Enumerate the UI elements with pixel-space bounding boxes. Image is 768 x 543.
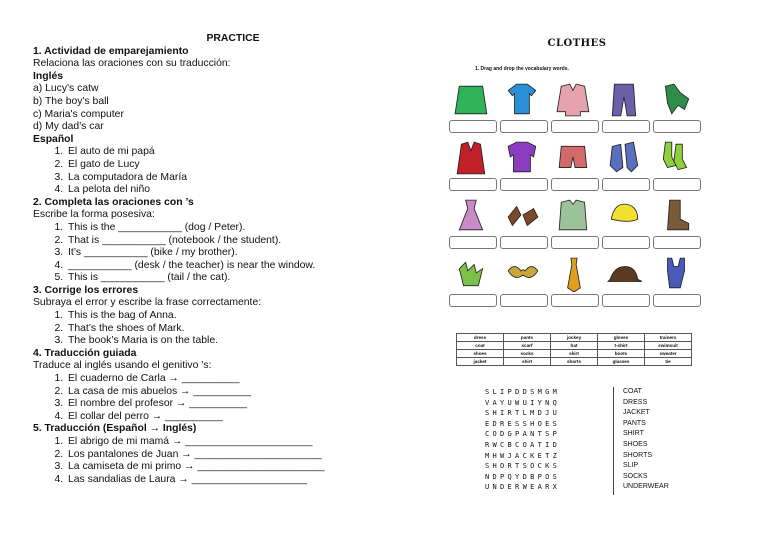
vocab-word[interactable]: socks (504, 350, 551, 358)
list-item: 1. This is the bag of Anna. (66, 310, 433, 323)
vocab-word[interactable]: shoes (457, 350, 504, 358)
clothing-item (549, 196, 599, 254)
answer-box[interactable] (449, 120, 497, 133)
answer-box[interactable] (449, 178, 497, 191)
vocab-word[interactable]: hat (551, 342, 598, 350)
list-item: 1. El abrigo de mi mamá → ______________________ (66, 436, 433, 449)
letter-row: MHWJACKETZ (485, 451, 561, 460)
clothing-item (447, 80, 497, 138)
letter-row: CODGPANTSP (485, 430, 561, 439)
search-word: SHORTS (623, 451, 653, 459)
list-item: 2. That’s the shoes of Mark. (66, 323, 433, 336)
practice-sheet (33, 33, 433, 486)
list-item: 2. That is ___________ (notebook / the student). (66, 235, 433, 248)
english-item: b) The boy's ball (33, 95, 109, 107)
list-item: 1. El cuaderno de Carla → __________ (66, 373, 433, 386)
search-word: SOCKS (623, 472, 648, 480)
list-item: 3. La camiseta de mi primo → ______________________ (66, 461, 433, 474)
shoes-icon (505, 198, 541, 234)
list-item: 3. The book’s Maria is on the table. (66, 335, 433, 348)
table-row (457, 358, 692, 366)
clothing-item (549, 254, 599, 312)
clothing-item (651, 196, 701, 254)
boots-icon (658, 198, 694, 234)
section-1-heading: 1. Actividad de emparejamiento (33, 45, 189, 57)
spanish-list (33, 146, 433, 196)
english-item: d) My dad's car (33, 121, 104, 133)
list-item: 2. Los pantalones de Juan → ______________________ (66, 449, 433, 462)
search-word: UNDERWEAR (623, 483, 669, 491)
skirt-icon (454, 82, 490, 118)
list-item: 3. La computadora de María (66, 172, 433, 185)
list-item: 2. El gato de Lucy (66, 159, 433, 172)
section-2-instruction: Escribe la forma posesiva: (33, 209, 155, 221)
section-3-list (33, 310, 433, 348)
vocab-word[interactable]: t-shirt (598, 342, 645, 350)
tie-icon (556, 256, 592, 292)
clothing-item (651, 138, 701, 196)
english-item: c) Maria's computer (33, 108, 124, 120)
list-item: 1. This is the ___________ (dog / Peter). (66, 222, 433, 235)
section-3-heading: 3. Corrige los errores (33, 284, 139, 296)
vocab-word[interactable]: scarf (504, 342, 551, 350)
glasses-icon (505, 256, 541, 292)
list-item: 5. This is ___________ (tail / the cat). (66, 272, 433, 285)
clothing-item (447, 254, 497, 312)
letter-row: RWCBCOATID (485, 440, 561, 449)
answer-box[interactable] (449, 294, 497, 307)
vocab-word[interactable]: jockey (551, 334, 598, 342)
clothing-item (549, 80, 599, 138)
answer-box[interactable] (602, 294, 650, 307)
answer-box[interactable] (551, 294, 599, 307)
vocab-word[interactable]: sweater (645, 350, 692, 358)
pants-icon (607, 82, 643, 118)
section-3-instruction: Subraya el error y escribe la frase correctamente: (33, 297, 262, 309)
table-row (457, 350, 692, 358)
clothing-item (600, 254, 650, 312)
vocab-word[interactable]: shorts (551, 358, 598, 366)
answer-box[interactable] (500, 236, 548, 249)
answer-box[interactable] (653, 178, 701, 191)
coat-icon (454, 140, 490, 176)
vocab-word[interactable]: coat (457, 342, 504, 350)
search-word: SHOES (623, 440, 648, 448)
letter-row: SHORTSOCKS (485, 462, 561, 471)
section-4-heading: 4. Traducción guiada (33, 347, 137, 359)
answer-box[interactable] (602, 178, 650, 191)
divider (613, 387, 614, 495)
list-item: 2. La casa de mis abuelos → __________ (66, 386, 433, 399)
clothing-item (651, 254, 701, 312)
vocab-word[interactable]: tie (645, 358, 692, 366)
list-item: 4. El collar del perro → __________ (66, 411, 433, 424)
vocab-word[interactable]: gloves (598, 334, 645, 342)
vocab-word[interactable]: dress (457, 334, 504, 342)
clothing-item (549, 138, 599, 196)
list-item: 3. El nombre del profesor → __________ (66, 398, 433, 411)
answer-box[interactable] (500, 294, 548, 307)
letter-row: NDPQYDBPOS (485, 472, 561, 481)
answer-box[interactable] (653, 120, 701, 133)
hat-icon (607, 256, 643, 292)
search-word: SHIRT (623, 430, 644, 438)
section-2-heading: 2. Completa las oraciones con ’s (33, 196, 194, 208)
scarf-icon (658, 82, 694, 118)
clothing-item (600, 80, 650, 138)
letter-row: UNDERWEARX (485, 483, 561, 492)
vocab-word[interactable]: glasses (598, 358, 645, 366)
clothing-item (498, 196, 548, 254)
answer-box[interactable] (653, 294, 701, 307)
jacket-icon (556, 82, 592, 118)
page-title: PRACTICE (206, 33, 260, 44)
vocab-word[interactable]: skirt (551, 350, 598, 358)
section-5-list (33, 436, 433, 486)
dress-icon (454, 198, 490, 234)
vocab-word[interactable]: jacket (457, 358, 504, 366)
answer-box[interactable] (500, 120, 548, 133)
word-list (623, 387, 669, 493)
section-5-heading: 5. Traducción (Español → Inglés) (33, 423, 197, 435)
socks-icon (658, 140, 694, 176)
hat-icon (607, 198, 643, 234)
letter-row: VAYUWUIYNQ (485, 398, 561, 407)
clothing-item (447, 196, 497, 254)
gloves-icon (454, 256, 490, 292)
letter-row: EDRESSHOES (485, 419, 561, 428)
letter-grid (485, 387, 560, 493)
search-word: SLIP (623, 462, 639, 470)
list-item: 4. ___________ (desk / the teacher) is near the window. (66, 260, 433, 273)
swimsuit-icon (658, 256, 694, 292)
answer-box[interactable] (602, 120, 650, 133)
clothing-item (651, 80, 701, 138)
section-4-list (33, 373, 433, 423)
vocab-word[interactable]: pants (504, 334, 551, 342)
worksheet-instruction: 1. Drag and drop the vocabulary words. (475, 66, 569, 72)
search-word: JACKET (623, 409, 650, 417)
search-word: DRESS (623, 398, 648, 406)
answer-box[interactable] (500, 178, 548, 191)
section-2-list (33, 222, 433, 285)
section-4-instruction: Traduce al inglés usando el genitivo ’s: (33, 360, 212, 372)
answer-box[interactable] (551, 120, 599, 133)
answer-box[interactable] (653, 236, 701, 249)
clothes-worksheet (447, 30, 707, 500)
vocab-word[interactable]: boots (598, 350, 645, 358)
section-1-instruction: Relaciona las oraciones con su traducción: (33, 58, 231, 70)
clothing-item (447, 138, 497, 196)
vocab-word[interactable]: swimsuit (645, 342, 692, 350)
clothing-item (498, 80, 548, 138)
answer-box[interactable] (449, 236, 497, 249)
english-item: a) Lucy's catw (33, 83, 99, 95)
shirt-icon (556, 198, 592, 234)
list-item: 1. El auto de mi papá (66, 146, 433, 159)
clothing-item (600, 138, 650, 196)
clothing-item (498, 254, 548, 312)
vocabulary-table (456, 333, 692, 366)
list-item: 4. Las sandalias de Laura → ____________________ (66, 474, 433, 487)
sweater-icon (505, 140, 541, 176)
clothing-item (600, 196, 650, 254)
letter-row: SHIRTLMDJU (485, 409, 561, 418)
vocab-word[interactable]: trainers (645, 334, 692, 342)
list-item: 3. It’s ___________ (bike / my brother). (66, 247, 433, 260)
spanish-label: Español (33, 133, 74, 145)
shoes-icon (607, 140, 643, 176)
clothing-item (498, 138, 548, 196)
answer-box[interactable] (551, 236, 599, 249)
answer-box[interactable] (602, 236, 650, 249)
worksheet-title: CLOTHES (547, 38, 607, 49)
list-item: 4. La pelota del niño (66, 184, 433, 197)
shorts-icon (556, 140, 592, 176)
search-word: PANTS (623, 419, 646, 427)
table-row (457, 334, 692, 342)
tshirt-icon (505, 82, 541, 118)
answer-box[interactable] (551, 178, 599, 191)
vocab-word[interactable]: shirt (504, 358, 551, 366)
letter-row: SLIPDDSMGM (485, 388, 561, 396)
english-label: Inglés (33, 70, 64, 82)
table-row (457, 342, 692, 350)
search-word: COAT (623, 388, 642, 395)
